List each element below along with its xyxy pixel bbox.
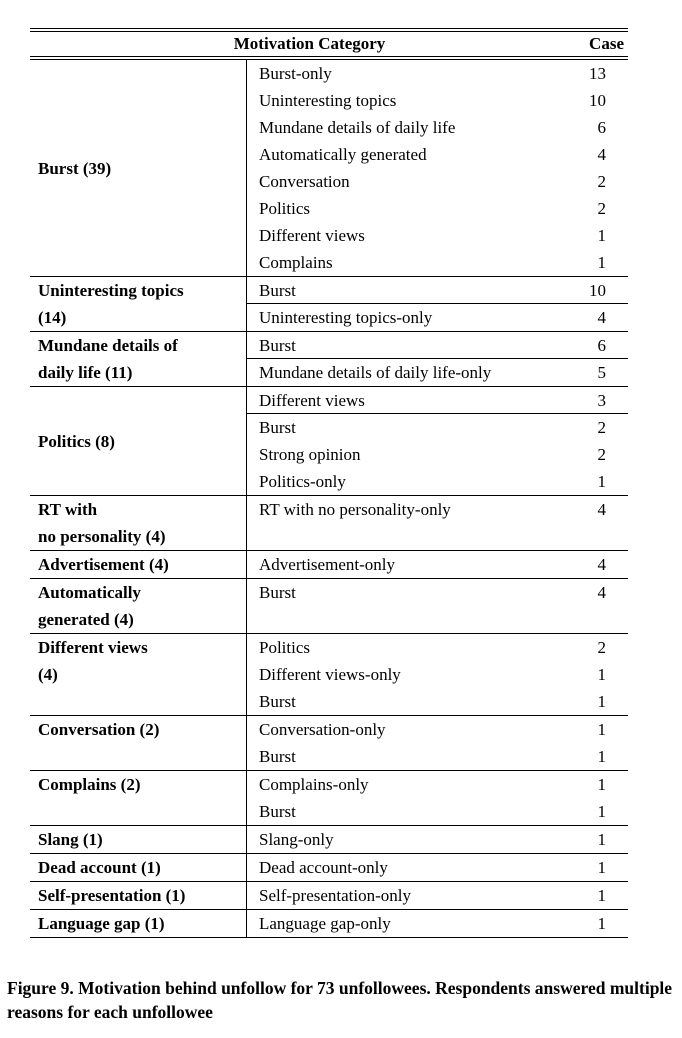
group-rows: [247, 60, 628, 276]
table-row: [247, 468, 628, 495]
table-row: [247, 277, 628, 304]
case-count-cell: 3: [597, 390, 606, 410]
case-count-cell: 4: [597, 145, 606, 164]
category-label: Language gap (1): [38, 914, 165, 933]
reason-cell: Complains-only: [259, 775, 369, 794]
table-row: [247, 87, 628, 114]
category-label: RT with: [38, 500, 98, 519]
group-rows: [247, 910, 628, 937]
table-row: [247, 882, 628, 909]
group-rows: [247, 634, 628, 715]
case-count-cell: 2: [597, 638, 606, 657]
category-group: [30, 550, 628, 578]
case-count-cell: 6: [597, 118, 606, 137]
case-count-cell: 2: [597, 199, 606, 218]
table-row: [247, 387, 628, 414]
table-row: [247, 496, 628, 523]
table-row: [247, 771, 628, 798]
reason-cell: Uninteresting topics: [259, 91, 397, 110]
case-count-cell: 1: [597, 802, 606, 821]
reason-cell: Dead account-only: [259, 858, 388, 877]
table-row: [247, 249, 628, 276]
case-count-cell: 6: [597, 335, 606, 355]
header-motivation-category: Motivation Category: [233, 34, 386, 53]
case-count-cell: 1: [597, 747, 606, 766]
category-label: Mundane details of: [38, 336, 178, 355]
reason-cell: Complains: [259, 253, 333, 272]
group-rows: [247, 826, 628, 853]
case-count-cell: 1: [597, 665, 606, 684]
reason-cell: Politics-only: [259, 472, 346, 491]
category-cell: [30, 332, 247, 386]
case-count-cell: 4: [597, 555, 606, 574]
table-row: [247, 359, 628, 386]
case-count-cell: 2: [597, 418, 606, 437]
reason-cell: Strong opinion: [259, 445, 361, 464]
reason-cell: Mundane details of daily life-only: [259, 363, 492, 382]
table-row: [247, 826, 628, 853]
group-rows: [247, 496, 628, 550]
reason-cell: RT with no personality-only: [259, 500, 451, 519]
category-group: [30, 715, 628, 770]
reason-cell: Burst: [259, 692, 296, 711]
table-row: [247, 60, 628, 87]
category-label: Conversation (2): [38, 720, 160, 739]
table-row: [247, 743, 628, 770]
table-row: [247, 114, 628, 141]
category-label: daily life (11): [38, 363, 133, 382]
reason-cell: Mundane details of daily life: [259, 118, 456, 137]
reason-cell: Conversation: [259, 172, 350, 191]
reason-cell: Politics: [259, 638, 311, 657]
category-group: [30, 770, 628, 825]
category-label: (4): [38, 665, 58, 684]
reason-cell: Different views-only: [259, 665, 401, 684]
case-count-cell: 1: [597, 914, 606, 933]
table-body: [30, 60, 628, 937]
case-count-cell: 1: [597, 472, 606, 491]
case-count-cell: 1: [597, 858, 606, 877]
category-cell: [30, 634, 247, 715]
category-label: Burst (39): [38, 158, 112, 178]
category-cell: [30, 551, 247, 578]
reason-cell: Uninteresting topics-only: [259, 308, 433, 327]
table-row: [247, 304, 628, 331]
category-label: Dead account (1): [38, 858, 161, 877]
group-rows: [247, 551, 628, 578]
category-cell: [30, 387, 247, 495]
category-cell: [30, 771, 247, 825]
case-count-cell: 1: [597, 720, 606, 739]
category-label: Different views: [38, 638, 148, 657]
case-count-cell: 1: [597, 775, 606, 794]
category-label: Slang (1): [38, 830, 103, 849]
reason-cell: Slang-only: [259, 830, 334, 849]
reason-cell: Burst: [259, 802, 296, 821]
table-row: [247, 798, 628, 825]
header-case: Case: [589, 34, 624, 53]
category-label: Self-presentation (1): [38, 886, 186, 905]
reason-cell: Language gap-only: [259, 914, 391, 933]
case-count-cell: 1: [597, 886, 606, 905]
category-group: [30, 578, 628, 633]
group-rows: [247, 387, 628, 495]
category-cell: [30, 277, 247, 331]
table-row: [247, 716, 628, 743]
reason-cell: Burst: [259, 280, 296, 300]
table-row: [247, 661, 628, 688]
category-group: [30, 495, 628, 550]
case-count-cell: 4: [597, 500, 606, 519]
reason-cell: Different views: [259, 226, 365, 245]
case-count-cell: 5: [597, 363, 606, 382]
table-row: [247, 634, 628, 661]
table-row: [247, 551, 628, 578]
category-group: [30, 825, 628, 853]
motivation-table: [30, 28, 628, 938]
case-count-cell: 2: [597, 445, 606, 464]
case-count-cell: 4: [597, 308, 606, 327]
case-count-cell: 1: [597, 253, 606, 272]
category-group: [30, 909, 628, 937]
category-label: Advertisement (4): [38, 555, 169, 574]
reason-cell: Burst-only: [259, 64, 332, 83]
group-rows: [247, 771, 628, 825]
category-cell: [30, 60, 247, 276]
category-cell: [30, 854, 247, 881]
category-cell: [30, 910, 247, 937]
table-row: [247, 688, 628, 715]
reason-cell: Advertisement-only: [259, 555, 395, 574]
group-rows: [247, 716, 628, 770]
category-cell: [30, 579, 247, 633]
category-group: [30, 331, 628, 386]
group-rows: [247, 579, 628, 633]
category-label: no personality (4): [38, 527, 166, 546]
category-cell: [30, 716, 247, 770]
case-count-cell: 1: [597, 226, 606, 245]
group-rows: [247, 854, 628, 881]
reason-cell: Different views: [259, 390, 365, 410]
category-label: Uninteresting topics: [38, 281, 184, 300]
group-rows: [247, 882, 628, 909]
figure-caption: Figure 9. Motivation behind unfollow for 73 unfollowees. Respondents answered multiple reasons for each unfollowee: [7, 978, 673, 1022]
category-label: (14): [38, 308, 67, 327]
case-count-cell: 10: [589, 280, 606, 300]
table-row: [247, 168, 628, 195]
table-row: [247, 441, 628, 468]
table-bottom-rule: [30, 937, 628, 938]
category-group: [30, 386, 628, 495]
table-row: [247, 195, 628, 222]
reason-cell: Burst: [259, 583, 296, 602]
category-group: [30, 881, 628, 909]
reason-cell: Self-presentation-only: [259, 886, 412, 905]
category-label: Automatically: [38, 583, 141, 602]
category-group: [30, 276, 628, 331]
group-rows: [247, 277, 628, 331]
category-label: generated (4): [38, 610, 134, 629]
table-row: [247, 414, 628, 441]
reason-cell: Politics: [259, 199, 311, 218]
case-count-cell: 10: [589, 91, 606, 110]
case-count-cell: 13: [589, 64, 606, 83]
category-cell: [30, 496, 247, 550]
group-rows: [247, 332, 628, 386]
case-count-cell: 4: [597, 583, 606, 602]
reason-cell: Burst: [259, 335, 296, 355]
reason-cell: Burst: [259, 418, 296, 437]
reason-cell: Automatically generated: [259, 145, 427, 164]
category-label: Politics (8): [38, 431, 115, 451]
reason-cell: Burst: [259, 747, 296, 766]
category-group: [30, 853, 628, 881]
case-count-cell: 1: [597, 830, 606, 849]
category-cell: [30, 826, 247, 853]
case-count-cell: 1: [597, 692, 606, 711]
table-header-row: [30, 32, 628, 56]
table-row: [247, 579, 628, 606]
category-group: [30, 60, 628, 276]
category-group: [30, 633, 628, 715]
table-row: [247, 332, 628, 359]
category-cell: [30, 882, 247, 909]
reason-cell: Conversation-only: [259, 720, 386, 739]
table-row: [247, 910, 628, 937]
case-count-cell: 2: [597, 172, 606, 191]
category-label: Complains (2): [38, 775, 141, 794]
table-row: [247, 222, 628, 249]
table-row: [247, 854, 628, 881]
table-row: [247, 141, 628, 168]
